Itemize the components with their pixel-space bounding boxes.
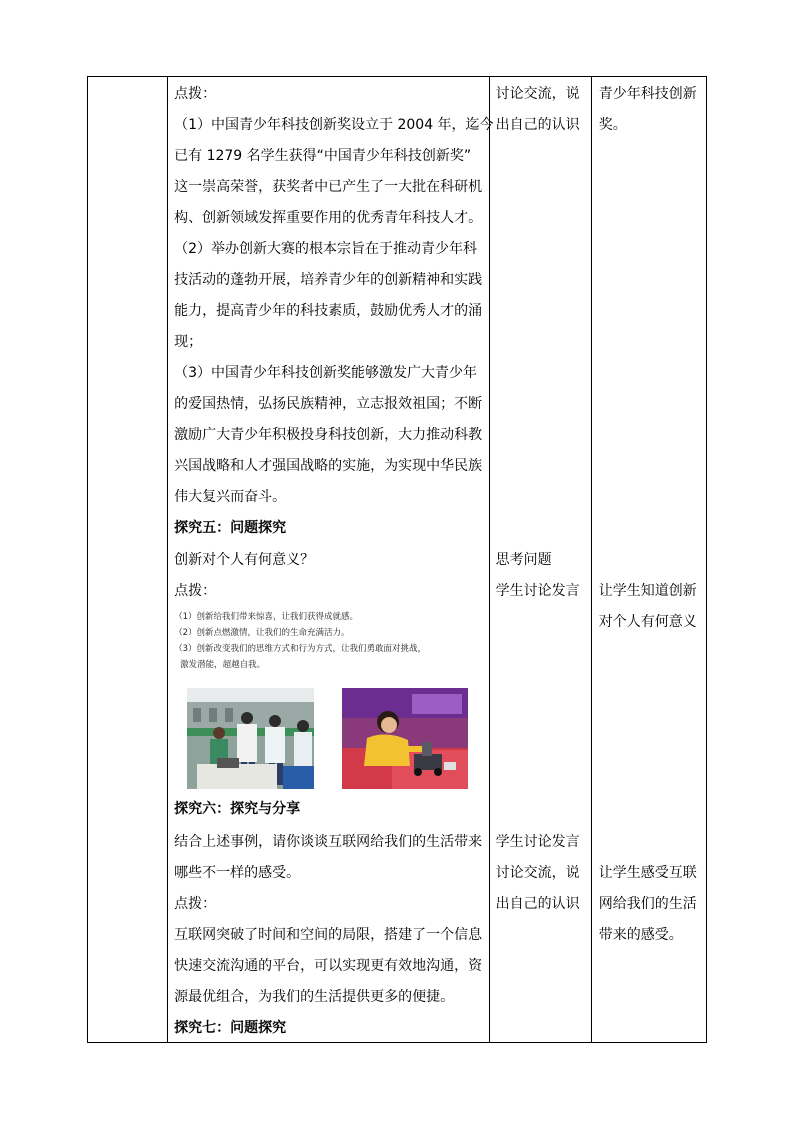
teaching-content-cell [168,77,494,1043]
student-activity-line: 学生讨论发言 [495,583,580,599]
guide-label: 点拨： [174,896,217,912]
small-note-line: （3）创新改变我们的思维方式和行为方式，让我们勇敢面对挑战， [174,644,427,654]
guide-paragraph-2-line: 能力，提高青少年的科技素质，鼓励优秀人才的涌 [174,303,483,319]
design-intent-line: 青少年科技创新 [598,86,697,102]
design-intent-line: 奖。 [598,117,627,133]
guide-paragraph-1-line: 已有 1279 名学生获得“中国青少年科技创新奖” [174,148,472,164]
design-intent-cell [591,77,706,1043]
explore-7-heading: 探究七：问题探究 [174,1020,287,1036]
guide-paragraph-2-line: 技活动的蓬勃开展，培养青少年的创新精神和实践 [174,272,483,288]
students-exhibition-photo [187,688,314,789]
guide-paragraph-3-line: 伟大复兴而奋斗。 [174,489,287,505]
guide-label: 点拨： [174,86,217,102]
design-intent-line: 让学生知道创新 [598,583,697,599]
design-intent-line: 让学生感受互联 [598,865,697,881]
explore-5-question: 创新对个人有何意义？ [174,552,315,568]
guide-3-line: 互联网突破了时间和空间的局限，搭建了一个信息 [174,927,483,943]
student-activity-line: 出自己的认识 [495,117,580,133]
explore-6-question-line: 结合上述事例，请你谈谈互联网给我们的生活带来 [174,834,483,850]
lesson-plan-table [87,76,707,1043]
guide-3-line: 快速交流沟通的平台，可以实现更有效地沟通，资 [174,958,483,974]
small-note-line: 激发潜能，超越自我。 [180,660,266,670]
student-activity-line: 思考问题 [495,552,552,568]
guide-paragraph-2-line: 现； [174,334,203,350]
guide-paragraph-2-line: （2）举办创新大赛的根本宗旨在于推动青少年科 [174,241,478,257]
guide-paragraph-3-line: 兴国战略和人才强国战略的实施，为实现中华民族 [174,458,483,474]
student-activity-line: 出自己的认识 [495,896,580,912]
guide-paragraph-1-line: 构、创新领域发挥重要作用的优秀青年科技人才。 [174,210,483,226]
design-intent-line: 网给我们的生活 [598,896,697,912]
student-activity-line: 学生讨论发言 [495,834,580,850]
student-activity-line: 讨论交流，说 [495,86,580,102]
guide-paragraph-1-line: （1）中国青少年科技创新奖设立于 2004 年，迄今 [174,117,494,133]
guide-paragraph-3-line: （3）中国青少年科技创新奖能够激发广大青少年 [174,365,478,381]
student-activity-line: 讨论交流，说 [495,865,580,881]
explore-6-question-line: 哪些不一样的感受。 [174,865,301,881]
guide-paragraph-1-line: 这一崇高荣誉，获奖者中已产生了一大批在科研机 [174,179,483,195]
guide-3-line: 源最优组合，为我们的生活提供更多的便捷。 [174,989,455,1005]
guide-label: 点拨： [174,583,217,599]
explore-6-heading: 探究六：探究与分享 [174,801,301,817]
design-intent-line: 带来的感受。 [598,927,683,943]
small-note-line: （2）创新点燃激情，让我们的生命充满活力。 [174,628,350,638]
guide-paragraph-3-line: 的爱国热情，弘扬民族精神，立志报效祖国；不断 [174,396,483,412]
robot-building-photo [342,688,468,789]
explore-5-heading: 探究五：问题探究 [174,520,287,536]
small-note-line: （1）创新给我们带来惊喜，让我们获得成就感。 [174,612,359,622]
guide-paragraph-3-line: 激励广大青少年积极投身科技创新，大力推动科教 [174,427,483,443]
blank-stage-cell [88,77,168,1043]
design-intent-line: 对个人有何意义 [598,614,697,630]
student-activity-cell [489,77,591,1043]
